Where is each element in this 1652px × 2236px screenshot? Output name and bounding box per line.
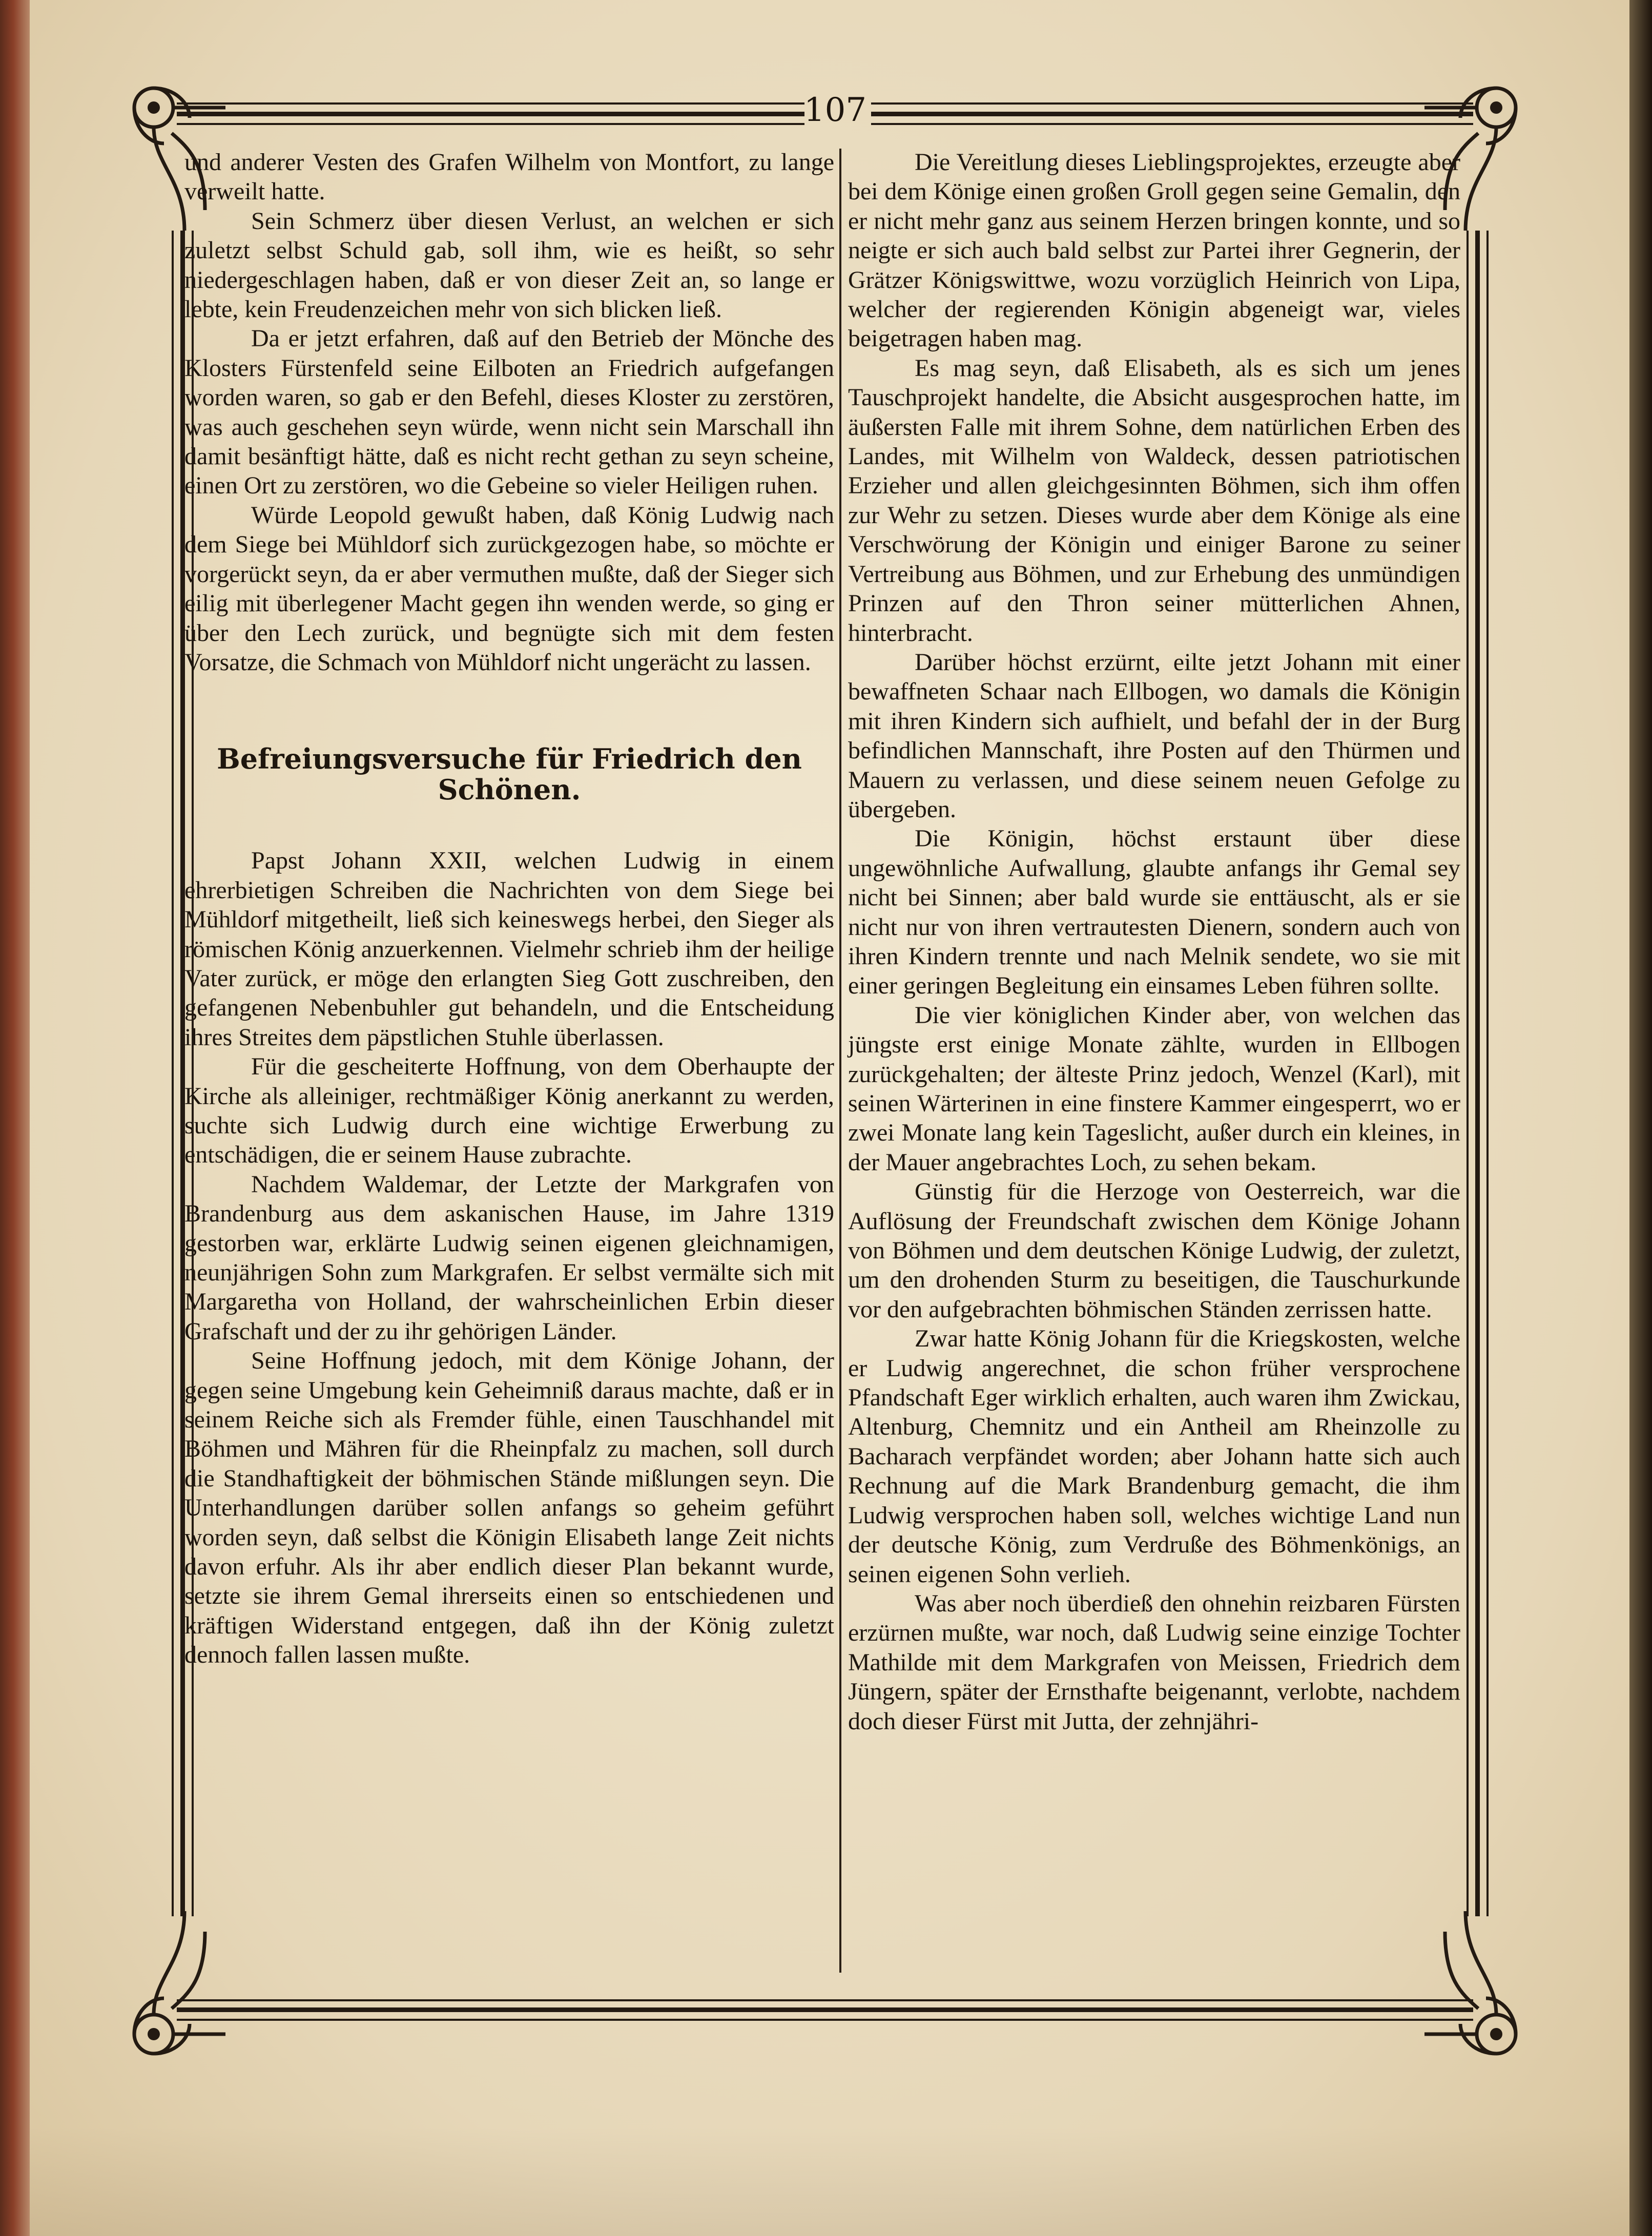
paragraph: Zwar hatte König Johann für die Kriegskosten, welche er Ludwig angerechnet, die schon früher versprochene Pfandschaft Eger wirklich erhalten, auch waren ihm Zwickau, Altenburg, Chemnitz und ein Antheil am Rheinzolle zu Bacharach verpfändet worden; aber Johann hatte sich auch Rechnung auf die Mark Brandenburg gemacht, die ihm Ludwig versprochen haben soll, welches wichtige Land nun der deutsche König, zum Verdruße des Böhmenkönigs, an seinen eigenen Sohn verlieh. bbox=[848, 1325, 1460, 1588]
paragraph: Würde Leopold gewußt haben, daß König Ludwig nach dem Siege bei Mühldorf sich zurückgezogen habe, so möchte er vorgerückt seyn, da er aber vermuthen mußte, daß der Sieger sich eilig mit überlegener Macht gegen ihn wenden werde, so ging er über den Lech zurück, und begnügte sich mit dem festen Vorsatze, die Schmach von Mühldorf nicht ungerächt zu lassen. bbox=[184, 501, 834, 676]
page-shadow bbox=[30, 2126, 1629, 2236]
paragraph: Die Vereitlung dieses Lieblingsprojektes, erzeugte aber bei dem Könige einen großen Groll gegen seine Gemalin, den er nicht mehr ganz aus seinem Herzen bringen konnte, und so neigte er sich auch bald selbst zur Partei ihrer Gegnerin, der Grätzer Königswittwe, wozu vorzüglich Heinrich von Lipa, welcher der regierenden Königin abgeneigt war, vieles beigetragen haben mag. bbox=[848, 149, 1460, 353]
paragraph: Nachdem Waldemar, der Letzte der Markgrafen von Brandenburg aus dem askanischen Hause, im Jahre 1319 gestorben war, erklärte Ludwig seinen eigenen gleichnamigen, neunjährigen Sohn zum Markgrafen. Er selbst vermälte sich mit Margaretha von Holland, der wahrscheinlichen Erbin dieser Grafschaft und der zu ihr gehörigen Länder. bbox=[184, 1170, 834, 1345]
column-divider bbox=[839, 149, 841, 1973]
corner-ornament-bottom-right bbox=[1424, 1896, 1527, 2065]
page-right-edge bbox=[1629, 0, 1652, 2236]
paragraph: Darüber höchst erzürnt, eilte jetzt Johann mit einer bewaffneten Schaar nach Ellbogen, wo damals die Königin mit ihren Kindern sich aufhielt, und befahl der in der Burg befindlichen Mannschaft, ihre Posten auf den Thürmen und Mauern zu verlassen, und diese seinem neuen Gefolge zu übergeben. bbox=[848, 648, 1460, 823]
paragraph: Sein Schmerz über diesen Verlust, an welchen er sich zuletzt selbst Schuld gab, soll ihm, wie es heißt, so sehr niedergeschlagen haben, daß er von dieser Zeit an, so lange er lebte, kein Freudenzeichen mehr von sich blicken ließ. bbox=[184, 207, 834, 323]
paragraph: Die vier königlichen Kinder aber, von welchen das jüngste erst einige Monate zählte, wurden in Ellbogen zurückgehalten; der älteste Prinz jedoch, Wenzel (Karl), mit seinen Wärterinen in eine finstere Kammer eingesperrt, wo er zwei Monate lang kein Tageslicht, außer durch ein kleines, in der Mauer angebrachtes Loch, zu sehen bekam. bbox=[848, 1001, 1460, 1176]
paragraph: Papst Johann XXII, welchen Ludwig in einem ehrerbietigen Schreiben die Nachrichten von dem Siege bei Mühldorf mitgetheilt, ließ sich keineswegs herbei, den Sieger als römischen König anzuerkennen. Vielmehr schrieb ihm der heilige Vater zurück, er möge den erlangten Sieg Gott zuschreiben, den gefangenen Nebenbuhler gut behandeln, und die Entscheidung ihres Streites dem päpstlichen Stuhle überlassen. bbox=[184, 847, 834, 1051]
paragraph: Die Königin, höchst erstaunt über diese ungewöhnliche Aufwallung, glaubte anfangs ihr Gemal sey nicht bei Sinnen; aber bald wurde sie enttäuscht, als er sie nicht nur von ihren vertrautesten Dienern, sondern auch von ihren Kindern trennte und nach Melnik sendete, wo sie mit einer geringen Begleitung ein einsames Leben führen sollte. bbox=[848, 825, 1460, 1000]
paragraph: Es mag seyn, daß Elisabeth, als es sich um jenes Tauschprojekt handelte, die Absicht ausgesprochen hatte, im äußersten Falle mit ihrem Sohne, dem natürlichen Erben des Landes, mit Wilhelm von Waldeck, dessen patriotischen Erzieher und allen gleichgesinnten Böhmen, sich ihm offen zur Wehr zu setzen. Dieses wurde aber dem Könige als eine Verschwörung der Königin und einiger Barone zu seiner Vertreibung aus Böhmen, und zur Erhebung des unmündigen Prinzen auf den Thron seiner mütterlichen Ahnen, hinterbracht. bbox=[848, 354, 1460, 647]
left-column bbox=[184, 148, 834, 1670]
paragraph: Für die gescheiterte Hoffnung, von dem Oberhaupte der Kirche als alleiniger, rechtmäßiger König anerkannt zu werden, suchte sich Ludwig durch eine wichtige Erwerbung zu entschädigen, die er seinem Hause zubrachte. bbox=[184, 1053, 834, 1169]
paragraph: Seine Hoffnung jedoch, mit dem Könige Johann, der gegen seine Umgebung kein Geheimniß daraus machte, daß er in seinem Reiche sich als Fremder fühle, einen Tauschhandel mit Böhmen und Mähren für die Rheinpfalz zu machen, soll durch die Standhaftigkeit der böhmischen Stände mißlungen seyn. Die Unterhandlungen darüber sollen anfangs so geheim geführt worden seyn, daß selbst die Königin Elisabeth lange Zeit nichts davon erfuhr. Als ihr aber endlich dieser Plan bekannt wurde, setzte sie ihrem Gemal ihrerseits einen so entschiedenen und kräftigen Widerstand entgegen, daß ihn der König zuletzt dennoch fallen lassen mußte. bbox=[184, 1347, 834, 1669]
corner-ornament-bottom-left bbox=[123, 1896, 225, 2065]
paragraph: und anderer Vesten des Grafen Wilhelm von Montfort, zu lange verweilt hatte. bbox=[184, 149, 834, 205]
section-heading: Befreiungsversuche für Friedrich den Schönen. bbox=[217, 742, 802, 806]
paragraph: Günstig für die Herzoge von Oesterreich, war die Auflösung der Freundschaft zwischen dem Könige Johann von Böhmen und dem deutschen Könige Ludwig, der zuletzt, um den drohenden Sturm zu beseitigen, die Tauschurkunde vor den aufgebrachten böhmischen Ständen zerrissen hatte. bbox=[848, 1178, 1460, 1323]
page-number: 107 bbox=[803, 91, 867, 129]
right-column bbox=[848, 148, 1460, 1736]
book-binding-edge bbox=[0, 0, 30, 2236]
paragraph: Da er jetzt erfahren, daß auf den Betrieb der Mönche des Klosters Fürstenfeld seine Eilboten an Friedrich aufgefangen worden waren, so gab er den Befehl, dieses Kloster zu zerstören, was auch geschehen seyn würde, wenn nicht sein Marschall ihn damit besänftigt hätte, daß es nicht recht gethan zu seyn scheine, einen Ort zu zerstören, wo die Gebeine so vieler Heiligen ruhen. bbox=[184, 325, 834, 500]
paragraph: Was aber noch überdieß den ohnehin reizbaren Fürsten erzürnen mußte, war noch, daß Ludwig seine einzige Tochter Mathilde mit dem Markgrafen von Meissen, Friedrich dem Jüngern, später der Ernsthafte beigenannt, verlobte, nachdem doch dieser Fürst mit Jutta, der zehnjähri- bbox=[848, 1589, 1460, 1735]
